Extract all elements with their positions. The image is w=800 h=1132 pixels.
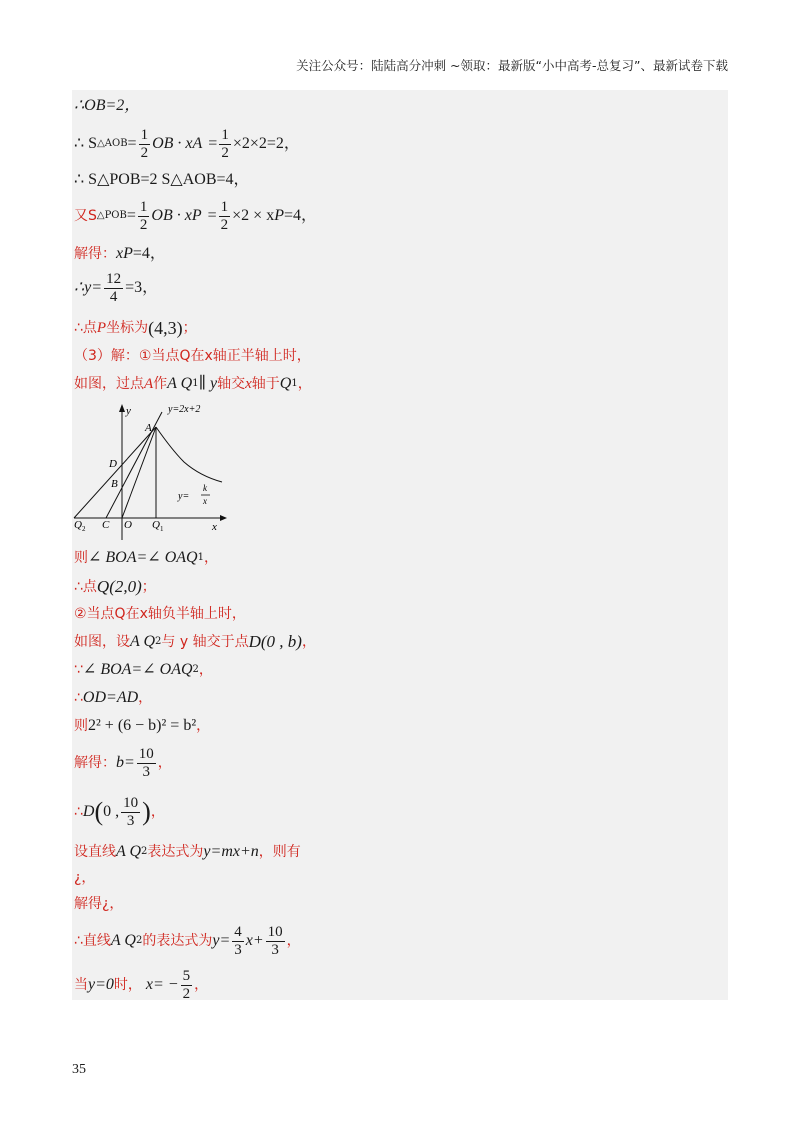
den: 3 (271, 941, 279, 958)
text: ②当点Q在x轴负半轴上时， (74, 606, 246, 622)
fraction-half (219, 127, 231, 162)
fraction-10-3 (266, 924, 285, 959)
line-aq2 (74, 427, 156, 518)
den: 2 (182, 985, 191, 1002)
line-solve-xp (74, 244, 166, 264)
text: A Q (167, 375, 193, 392)
num: 1 (221, 126, 229, 143)
sub: 2 (135, 935, 143, 946)
curve-x-label: x (203, 496, 207, 506)
text: 解得¿， (74, 896, 124, 912)
curve-k-label: k (203, 483, 207, 493)
text: ， (138, 690, 153, 706)
line-solve-b (74, 744, 172, 782)
text: 的表达式为 (142, 933, 213, 949)
text: 作 (153, 376, 168, 392)
text: 0 , (103, 803, 120, 820)
text: = (208, 135, 218, 152)
sub: 2 (141, 846, 148, 857)
text: 时， (113, 977, 142, 993)
point-q1-label: Q (152, 519, 160, 531)
text: 如图，设 (74, 634, 130, 650)
x-axis-label: x (212, 521, 217, 533)
hyperbola-curve (156, 427, 222, 482)
num: 1 (139, 198, 148, 215)
fraction-12-4 (104, 271, 123, 306)
fraction-10-3 (137, 746, 156, 781)
text: ， (198, 662, 213, 678)
line-area-pob (74, 170, 250, 190)
text: y=0 (88, 976, 114, 993)
sub: △AOB (97, 138, 128, 149)
text: 表达式为 (147, 844, 204, 860)
text: b= (116, 754, 135, 771)
text: ， (301, 634, 316, 650)
line-pythagoras (74, 716, 210, 736)
line-placeholder-1 (74, 868, 95, 888)
text: ∴ S△POB=2 S△AOB=4， (74, 171, 250, 188)
sub: 1 (291, 378, 298, 389)
text: D (82, 803, 95, 820)
text: 与 y 轴交于点 (161, 634, 249, 650)
num: 10 (267, 923, 283, 940)
line-od-ad (74, 688, 152, 708)
text: 又S (74, 208, 97, 224)
fraction-half (219, 199, 231, 234)
text: Q (279, 375, 292, 392)
text: = (127, 135, 137, 152)
fraction-10-3 (121, 795, 140, 830)
line-aq2-expression (74, 922, 301, 960)
den: 2 (139, 216, 148, 233)
den: 3 (234, 941, 242, 958)
line-area-pob-2 (74, 198, 317, 234)
fraction-half (139, 127, 151, 162)
line-ob (74, 96, 140, 116)
text: ∵ (74, 662, 83, 678)
line-point-q (74, 577, 156, 597)
text: 如图，过点 (74, 376, 144, 392)
text: =4， (132, 245, 166, 262)
line-point-d: ∴ D ( 0 , $\frac{10}{3}$ ) ， (74, 794, 165, 829)
den: 2 (220, 216, 229, 233)
text: OB · x (151, 207, 192, 224)
line-y-value (74, 270, 158, 306)
text: ， (194, 977, 209, 993)
sub: 1 (197, 552, 204, 563)
text: 当 (74, 977, 88, 993)
text: （3）解：①当点Q在x轴正半轴上时， (74, 348, 311, 364)
text: ∥ y (198, 375, 218, 392)
text: OB · x (152, 135, 193, 152)
line-part-3 (74, 346, 311, 366)
text: ， (150, 804, 165, 820)
text: 轴交 (217, 376, 246, 392)
page-number: 35 (72, 1062, 86, 1077)
point-d-label: D (109, 458, 117, 470)
text: ∴点 (74, 579, 97, 595)
num: 5 (182, 967, 191, 984)
line-angle-eq-2 (74, 660, 213, 680)
y-axis-arrow (119, 404, 125, 412)
text: x (116, 245, 124, 262)
point-a-label: A (145, 422, 152, 434)
point-o-label: O (124, 519, 132, 531)
x-axis-arrow (220, 515, 227, 521)
sub: 1 (192, 378, 199, 389)
line-construct-aq1: 如图，过点 A 作 A Q 1 ∥ y 轴交 x 轴于 Q 1 ， (74, 375, 312, 392)
text: ； (182, 320, 197, 336)
text: ×2×2=2， (232, 135, 300, 152)
line-point-p (74, 318, 197, 338)
num: 4 (234, 923, 242, 940)
line-set-line (74, 842, 301, 862)
sub: P (274, 207, 284, 224)
text: y= (212, 932, 231, 949)
geometry-figure (72, 400, 232, 540)
text: ， (196, 718, 211, 734)
text: ∴点 (74, 320, 97, 336)
point-q2-sub: 2 (82, 525, 86, 533)
text: =3， (125, 279, 159, 296)
line-case-2 (74, 604, 246, 624)
text: y=mx+n (203, 843, 259, 860)
point-q2-label: Q (74, 519, 82, 531)
text: OD=AD (82, 689, 139, 706)
line-construct-aq2 (74, 632, 316, 652)
text: A Q (110, 932, 136, 949)
text: x+ (245, 932, 264, 949)
line-ao (122, 427, 156, 518)
eq-ob: ∴OB=2， (74, 97, 141, 114)
fraction-half (138, 199, 150, 234)
text: ¿， (74, 870, 96, 886)
den: 2 (221, 144, 229, 161)
num: 10 (123, 794, 139, 811)
text: ； (141, 579, 156, 595)
text: 解得： (74, 755, 116, 771)
line-angle-eq-1 (74, 548, 218, 568)
text: ×2 × x (232, 207, 275, 224)
text: Q(2,0) (96, 577, 142, 596)
text: ∴ S (74, 135, 98, 152)
num: 12 (106, 270, 122, 287)
sub: A (192, 135, 203, 152)
text: 解得： (74, 246, 116, 262)
text: ， (203, 550, 218, 566)
text: 2² + (6 − b)² = b² (88, 717, 197, 734)
fraction-4-3 (232, 924, 244, 959)
sub: △POB (96, 210, 127, 221)
sub: 2 (192, 664, 199, 675)
text: A Q (130, 633, 156, 650)
y-axis-label: y (126, 405, 131, 417)
den: 3 (142, 763, 151, 780)
text: ， (157, 755, 172, 771)
sub: 2 (155, 636, 162, 647)
fraction-5-2 (181, 968, 193, 1003)
sub: P (191, 207, 202, 224)
num: 10 (138, 745, 154, 762)
text: 则 (74, 718, 88, 734)
text: ∴y= (74, 279, 103, 296)
num: 1 (220, 198, 229, 215)
page-header: 关注公众号：陆陆高分冲刺 ~领取：最新版“小中高考-总复习”、最新试卷下载 (296, 58, 728, 73)
text: ， (286, 933, 301, 949)
point-c-label: C (102, 519, 110, 531)
text: 轴于 (251, 376, 280, 392)
text: A (144, 376, 154, 392)
text: D(0 , b) (248, 632, 302, 651)
text: A Q (116, 843, 142, 860)
den: 4 (109, 288, 118, 305)
text: ∴ (74, 804, 83, 820)
text: 则 (74, 550, 88, 566)
text: = (207, 207, 217, 224)
line-x-intercept (74, 966, 208, 1004)
text: 设直线 (74, 844, 116, 860)
text: x= − (145, 976, 179, 993)
text: ∴ (74, 690, 83, 706)
text: ∠ BOA=∠ OAQ (82, 661, 193, 678)
point-b-label: B (111, 478, 118, 490)
num: 1 (140, 126, 149, 143)
curve-equation-label: y= (178, 491, 190, 502)
point-q1-sub: 1 (160, 525, 164, 533)
den: 2 (140, 144, 149, 161)
text: =4， (283, 207, 317, 224)
text: x (245, 376, 252, 392)
text: = (126, 207, 136, 224)
text: ∴直线 (74, 933, 111, 949)
line-placeholder-2 (74, 894, 123, 914)
line-area-aob (74, 126, 300, 162)
den: 3 (126, 812, 135, 829)
text: P (96, 320, 107, 336)
text: 坐标为 (106, 320, 149, 336)
text: (4,3) (148, 318, 183, 338)
text: ，则有 (258, 844, 301, 860)
text: ∠ BOA=∠ OAQ (88, 549, 198, 566)
sub: P (123, 245, 133, 262)
line-equation-label: y=2x+2 (168, 404, 201, 415)
